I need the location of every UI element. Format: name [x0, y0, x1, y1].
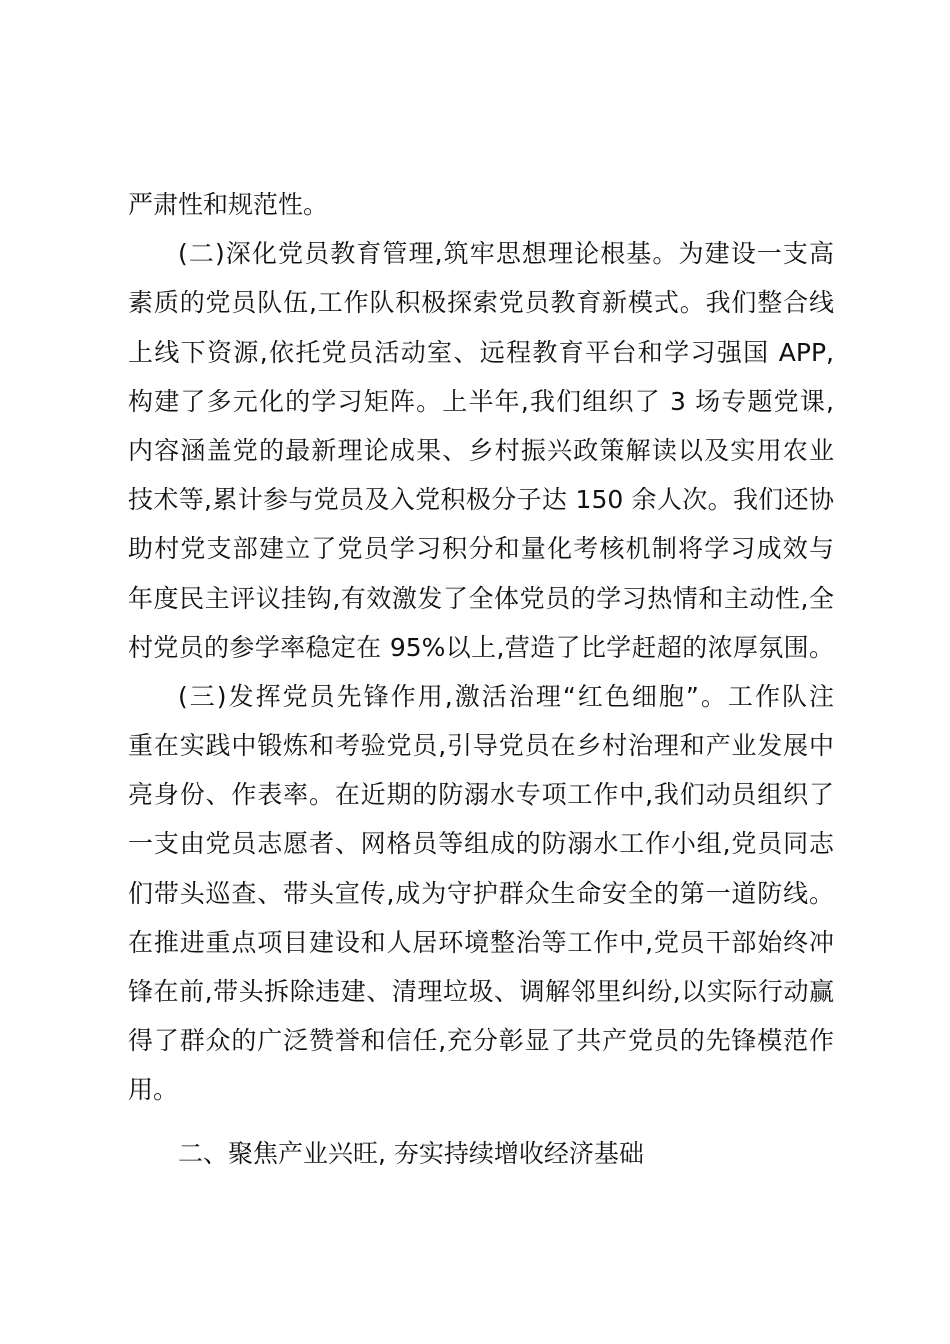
paragraph-2-line: 助村党支部建立了党员学习积分和量化考核机制将学习成效与 [128, 534, 834, 564]
paragraph-2-line: 素质的党员队伍,工作队积极探索党员教育新模式。我们整合线 [128, 288, 834, 318]
paragraph-2-line: 内容涵盖党的最新理论成果、乡村振兴政策解读以及实用农业 [128, 435, 834, 465]
paragraph-3-line: 在推进重点项目建设和人居环境整治等工作中,党员干部始终冲 [128, 927, 834, 957]
paragraph-2-line: 构建了多元化的学习矩阵。上半年,我们组织了 3 场专题党课, [128, 386, 834, 416]
section-heading: 二、聚焦产业兴旺, 夯实持续增收经济基础 [178, 1139, 644, 1168]
paragraph-3-line: 重在实践中锻炼和考验党员,引导党员在乡村治理和产业发展中 [128, 731, 834, 761]
paragraph-3-line: 一支由党员志愿者、网格员等组成的防溺水工作小组,党员同志 [128, 829, 834, 859]
paragraph-3-line: 们带头巡查、带头宣传,成为守护群众生命安全的第一道防线。 [128, 878, 834, 908]
paragraph-3-line: 亮身份、作表率。在近期的防溺水专项工作中,我们动员组织了 [128, 780, 834, 810]
paragraph-3-line: 用。 [128, 1075, 179, 1105]
paragraph-2-line: (二)深化党员教育管理,筑牢思想理论根基。为建设一支高 [178, 239, 834, 269]
paragraph-3-line: 得了群众的广泛赞誉和信任,充分彰显了共产党员的先锋模范作 [128, 1026, 834, 1056]
paragraph-2-line: 上线下资源,依托党员活动室、远程教育平台和学习强国 APP, [128, 337, 834, 367]
paragraph-2-line: 技术等,累计参与党员及入党积极分子达 150 余人次。我们还协 [128, 485, 834, 515]
body-text [128, 180, 834, 1115]
paragraph-2-line: 年度民主评议挂钩,有效激发了全体党员的学习热情和主动性,全 [128, 583, 834, 613]
paragraph-3-line: 锋在前,带头拆除违建、清理垃圾、调解邻里纠纷,以实际行动赢 [128, 977, 834, 1006]
paragraph-fragment-line: 严肃性和规范性。 [128, 190, 329, 219]
paragraph-2-line: 村党员的参学率稳定在 95%以上,营造了比学赶超的浓厚氛围。 [128, 632, 834, 662]
paragraph-3-line: (三)发挥党员先锋作用,激活治理“红色细胞”。工作队注 [178, 681, 834, 711]
